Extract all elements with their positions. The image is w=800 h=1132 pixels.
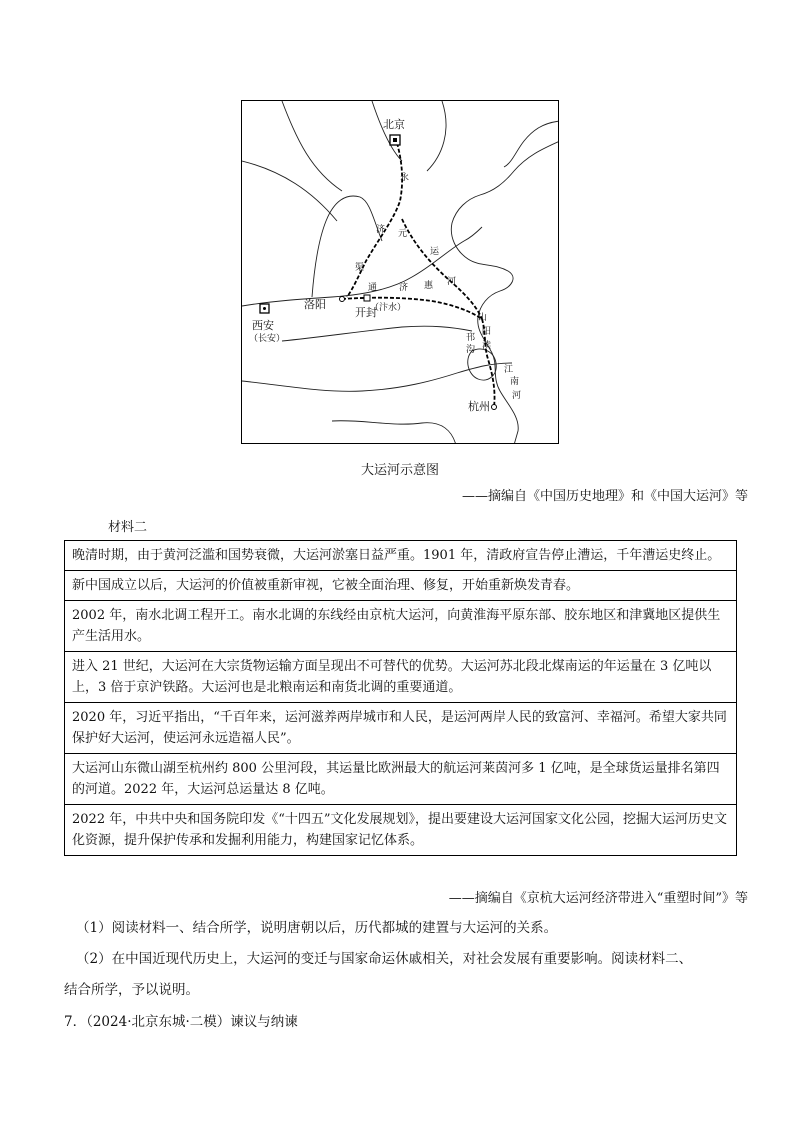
label-ji-north: 济 (376, 225, 386, 235)
table-row (65, 601, 737, 652)
label-he: 河 (447, 277, 457, 287)
question-1: （1）阅读材料一、结合所学，说明唐朝以后，历代都城的建置与大运河的关系。 (76, 920, 558, 936)
material-title: 材料二 (108, 520, 148, 535)
label-shan: 山 (478, 313, 488, 323)
city-xian: 西安 (252, 319, 274, 332)
table-row (65, 703, 737, 754)
label-yang: 阳 (482, 327, 492, 337)
yangtze-river (242, 363, 512, 391)
northeast-coast (504, 121, 559, 167)
material-source: ——摘编自《京杭大运河经济带进入“重塑时间”》等 (448, 891, 748, 906)
material-row-4: 进入 21 世纪，大运河在大宗货物运输方面呈现出不可替代的优势。大运河苏北段北煤南运的年运量在 3 亿吨以上，3 倍于京沪铁路。大运河也是北粮南运和南货北调的重要通道。 (65, 652, 737, 703)
material-row-2: 新中国成立以后，大运河的价值被重新审视，它被全面治理、修复，开始重新焕发青春。 (65, 571, 737, 601)
label-ji-south: 济 (399, 283, 409, 293)
question-7-heading: 7．（2024·北京东城·二模）谏议与纳谏 (64, 1014, 298, 1030)
label-qu: 渠 (355, 263, 365, 273)
coastline (451, 141, 559, 444)
kaifeng-marker (364, 295, 370, 301)
label-yun: 运 (430, 247, 440, 257)
label-gou: 沟 (466, 345, 476, 355)
jizhou-yuan-canal (402, 219, 482, 319)
luoyang-marker (340, 297, 345, 302)
material-row-5: 2020 年，习近平指出，“千百年来，运河滋养两岸城市和人民，是运河两岸人民的致富河、幸福河。希望大家共同保护好大运河，使运河永远造福人民”。 (65, 703, 737, 754)
label-hui: 惠 (424, 281, 434, 291)
table-row (65, 805, 737, 856)
yellow-river-north-loop (312, 196, 382, 297)
label-yan: 渎 (482, 341, 492, 351)
material-row-1: 晚清时期，由于黄河泛滥和国势衰微，大运河淤塞日益严重。1901 年，清政府宣告停止漕运，千年漕运史终止。 (65, 541, 737, 571)
city-hangzhou: 杭州 (468, 400, 490, 413)
table-row (65, 541, 737, 571)
city-changan: （长安） (249, 334, 286, 344)
material-row-7: 2022 年，中共中央和国务院印发《“十四五”文化发展规划》，提出要建设大运河国家文化公园，挖掘大运河历史文化资源，提升保护传承和发掘利用能力，构建国家记忆体系。 (65, 805, 737, 856)
label-jiang: 江 (504, 365, 514, 375)
south-river (332, 421, 456, 444)
label-tong: 通 (368, 283, 378, 293)
mountain-rivers (242, 101, 446, 221)
hangzhou-marker (492, 405, 497, 410)
material-table (64, 540, 737, 856)
huai-river (282, 326, 472, 341)
label-yuan: 元 (398, 229, 408, 239)
material-row-3: 2002 年，南水北调工程开工。南水北调的东线经由京杭大运河，向黄淮海平原东部、胶东地区和津冀地区提供生产生活用水。 (65, 601, 737, 652)
question-2-line-1: （2）在中国近现代历史上，大运河的变迁与国家命运休戚相关，对社会发展有重要影响。阅读材料二、 (76, 951, 693, 967)
map-source: ——摘编自《中国历史地理》和《中国大运河》等 (461, 489, 748, 504)
label-han: 邗 (466, 333, 476, 343)
grand-canal-map (241, 100, 559, 444)
city-beijing: 北京 (383, 118, 405, 131)
table-row (65, 571, 737, 601)
material-row-6: 大运河山东微山湖至杭州约 800 公里河段，其运量比欧洲最大的航运河莱茵河多 1 亿吨，是全球货运量排名第四的河道。2022 年，大运河总运量达 8 亿吨。 (65, 754, 737, 805)
city-kaifeng: 开封 (355, 306, 377, 319)
label-yong: 永 (400, 173, 410, 183)
table-row (65, 754, 737, 805)
label-nan: 南 (510, 377, 520, 387)
map-caption: 大运河示意图 (360, 463, 439, 478)
label-he-south: 河 (512, 391, 522, 401)
label-bianshui: （汴水） (370, 303, 407, 313)
question-2-line-2: 结合所学，予以说明。 (64, 982, 199, 998)
table-row (65, 652, 737, 703)
city-luoyang: 洛阳 (304, 298, 326, 311)
